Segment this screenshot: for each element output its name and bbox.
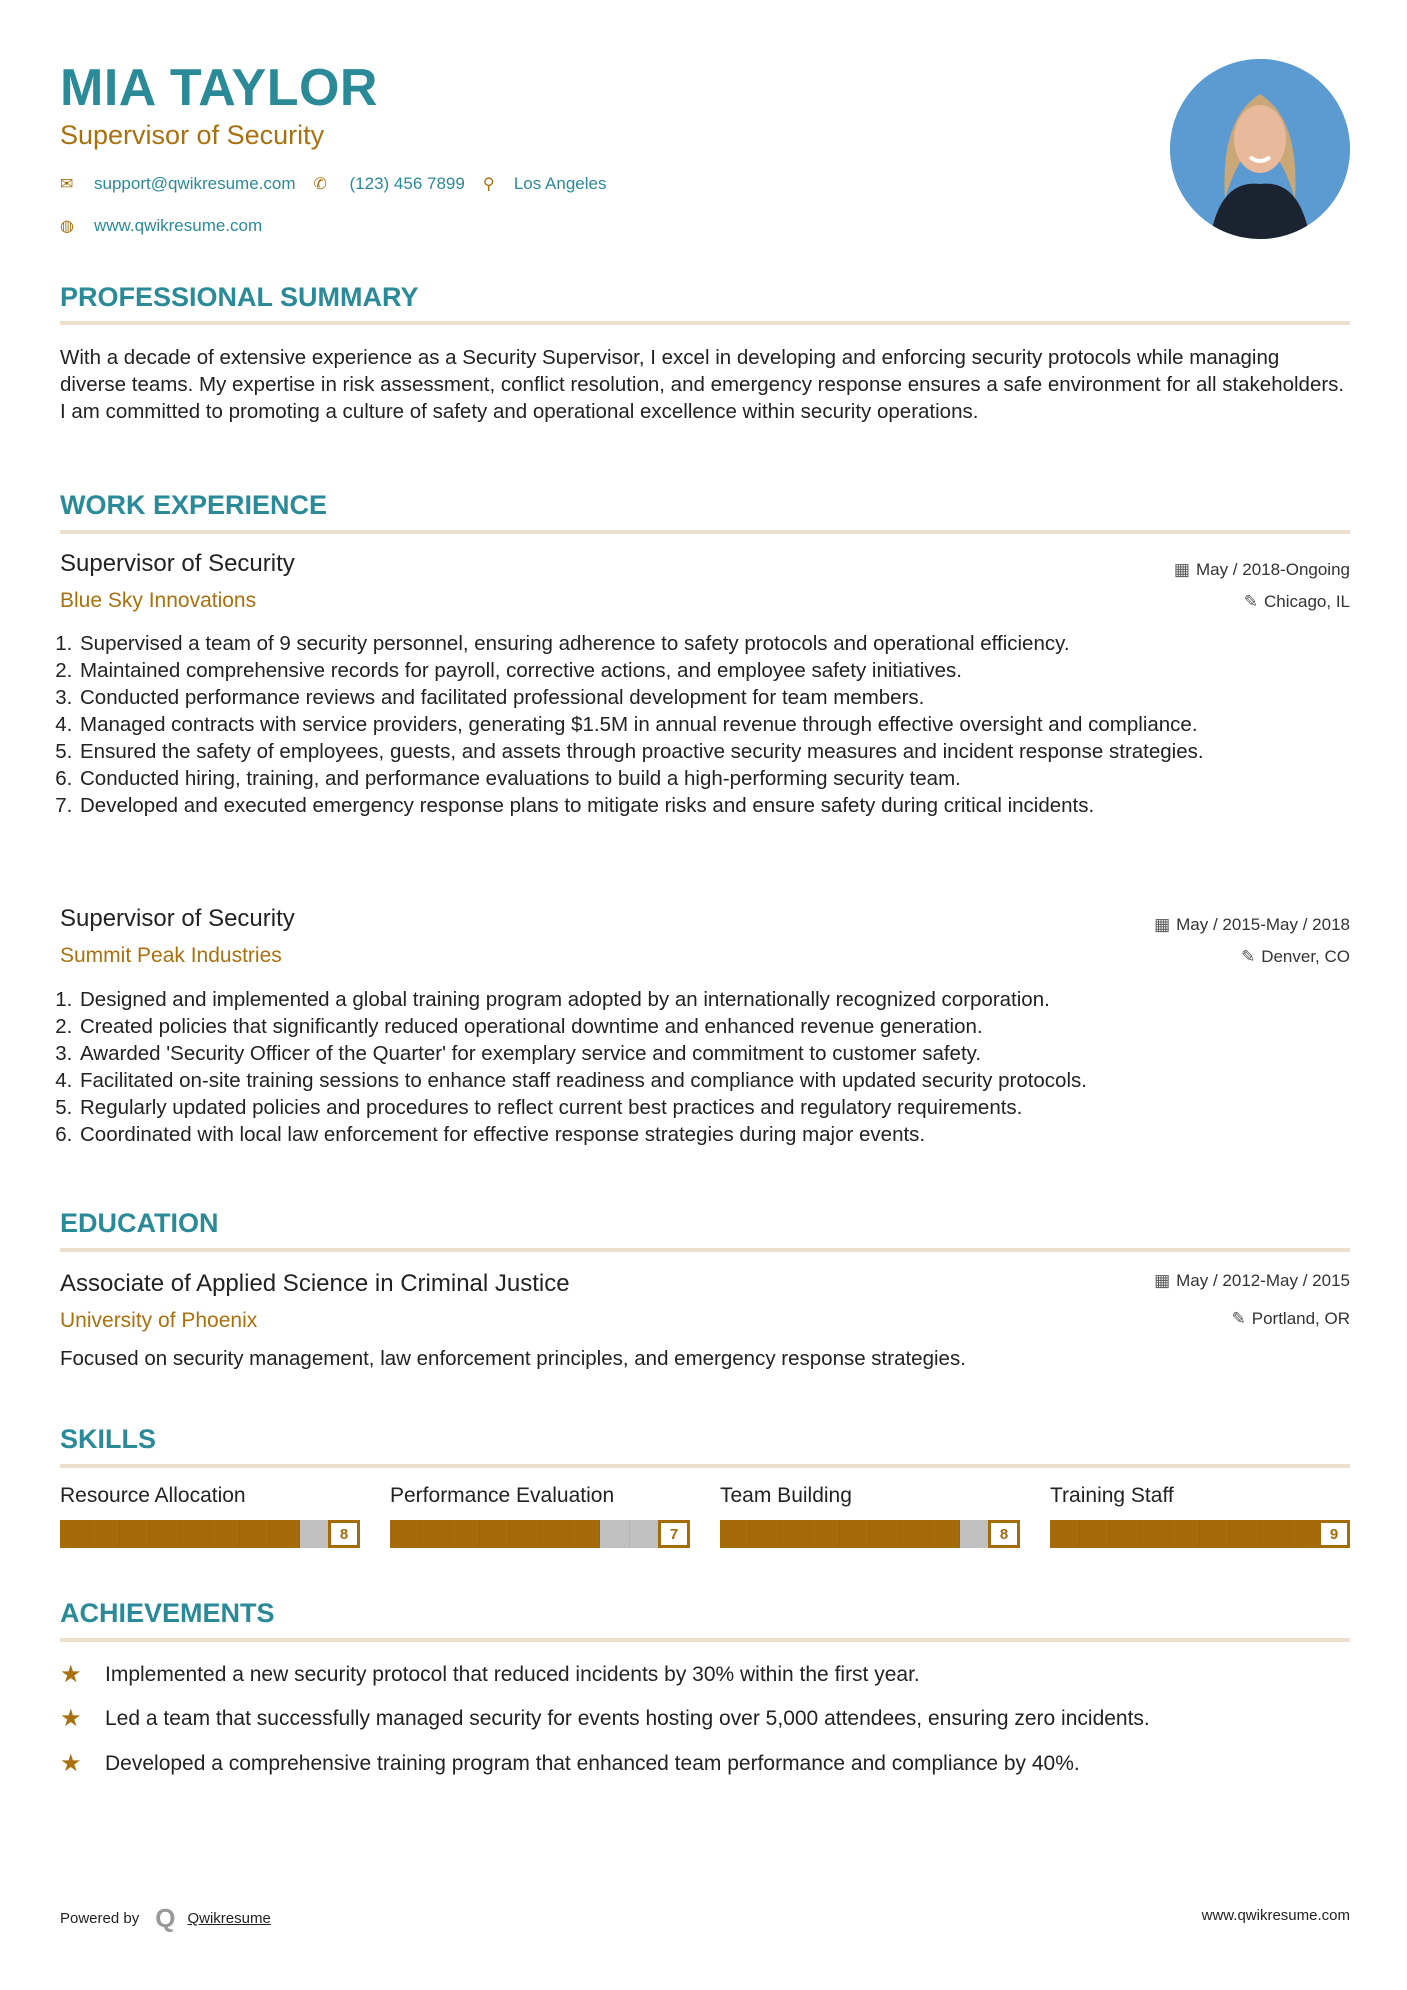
- contact-row: [60, 174, 606, 194]
- job-dates-text: May / 2015-May / 2018: [1176, 915, 1350, 934]
- education-location-text: Portland, OR: [1251, 1309, 1350, 1328]
- brand-link[interactable]: Qwikresume: [187, 1910, 271, 1927]
- skills-heading: SKILLS: [60, 1424, 157, 1454]
- skill-level-value: 9: [1318, 1520, 1350, 1548]
- skills-list: [60, 1484, 1350, 1548]
- job-bullet: 3. Conducted performance reviews and facilitated professional development for team members.: [78, 684, 1350, 711]
- degree-title: Associate of Applied Science in Criminal Justice: [60, 1270, 570, 1297]
- job-company: Blue Sky Innovations: [60, 589, 257, 612]
- phone-icon: ✆: [313, 176, 327, 193]
- skill-segment: [510, 1520, 540, 1548]
- location-text: Los Angeles: [513, 174, 607, 193]
- globe-icon: ◍: [60, 218, 74, 235]
- calendar-icon: ▦: [1154, 915, 1171, 934]
- job-bullet: 6. Conducted hiring, training, and performance evaluations to build a high-performing security team.: [78, 765, 1350, 792]
- candidate-title: Supervisor of Security: [60, 120, 325, 150]
- school-name: University of Phoenix: [60, 1309, 258, 1332]
- education-dates-text: May / 2012-May / 2015: [1176, 1271, 1350, 1290]
- skill-segment: [540, 1520, 570, 1548]
- skill-segment: [210, 1520, 240, 1548]
- skill-item: [720, 1484, 1020, 1548]
- job-location-text: Chicago, IL: [1264, 592, 1350, 611]
- section-divider: [60, 530, 1350, 534]
- job-bullet: 5. Ensured the safety of employees, guests, and assets through proactive security measures and incident response strategies.: [78, 738, 1350, 765]
- education-description: Focused on security management, law enforcement principles, and emergency response strategies.: [60, 1347, 966, 1370]
- skill-name: Resource Allocation: [60, 1484, 246, 1507]
- star-icon: ★: [60, 1705, 82, 1732]
- job-bullet: 4. Facilitated on-site training sessions to enhance staff readiness and compliance with updated security protocols.: [78, 1067, 1350, 1094]
- skill-segment: [120, 1520, 150, 1548]
- job-location: [1244, 592, 1350, 612]
- section-divider: [60, 1464, 1350, 1468]
- achievements-heading: ACHIEVEMENTS: [60, 1598, 275, 1628]
- job-title: Supervisor of Security: [60, 905, 295, 932]
- job-dates-text: May / 2018-Ongoing: [1195, 560, 1350, 579]
- footer-powered: [60, 1903, 271, 1934]
- calendar-icon: ▦: [1154, 1271, 1171, 1290]
- skill-segment: [870, 1520, 900, 1548]
- job-bullet: 7. Developed and executed emergency response plans to mitigate risks and ensure safety during critical incidents.: [78, 792, 1350, 819]
- job-bullet: 6. Coordinated with local law enforcement for effective response strategies during major events.: [78, 1121, 1350, 1148]
- job-bullet: 1. Designed and implemented a global training program adopted by an internationally recognized corporation.: [78, 986, 1350, 1013]
- job-dates: [1174, 560, 1350, 580]
- skill-segment: [1140, 1520, 1170, 1548]
- job-dates: [1154, 915, 1350, 935]
- skill-level-bar: [1050, 1520, 1350, 1548]
- skill-segment: [420, 1520, 450, 1548]
- section-divider: [60, 1248, 1350, 1252]
- job-bullet: 5. Regularly updated policies and procedures to reflect current best practices and regulatory requirements.: [78, 1094, 1350, 1121]
- skill-segment: [180, 1520, 210, 1548]
- skill-segment: [1110, 1520, 1140, 1548]
- envelope-icon: ✉: [60, 176, 74, 193]
- email-link[interactable]: support@qwikresume.com: [94, 174, 296, 193]
- skill-level-bar: [720, 1520, 1020, 1548]
- skill-segment: [1080, 1520, 1110, 1548]
- skill-segment: [300, 1520, 330, 1548]
- skill-segment: [1200, 1520, 1230, 1548]
- skill-segment: [480, 1520, 510, 1548]
- powered-by-text: Powered by: [60, 1910, 140, 1927]
- section-divider: [60, 1638, 1350, 1642]
- achievement-text: Implemented a new security protocol that reduced incidents by 30% within the first year.: [105, 1662, 920, 1686]
- qwikresume-logo-icon: Q: [155, 1903, 176, 1933]
- skill-segment: [240, 1520, 270, 1548]
- skill-segment: [1290, 1520, 1320, 1548]
- job-bullet: 3. Awarded 'Security Officer of the Quarter' for exemplary service and commitment to customer safety.: [78, 1040, 1350, 1067]
- skill-segment: [390, 1520, 420, 1548]
- skill-segment: [780, 1520, 810, 1548]
- job-title: Supervisor of Security: [60, 550, 295, 577]
- summary-heading: PROFESSIONAL SUMMARY: [60, 282, 419, 312]
- skill-level-bar: [390, 1520, 690, 1548]
- job-bullet: 4. Managed contracts with service providers, generating $1.5M in annual revenue through effective oversight and compliance.: [78, 711, 1350, 738]
- education-dates: [1154, 1271, 1350, 1291]
- job-bullets: [60, 986, 1350, 1148]
- pushpin-icon: ✎: [1240, 947, 1256, 966]
- skill-segment: [60, 1520, 90, 1548]
- skill-segment: [630, 1520, 660, 1548]
- website-link[interactable]: www.qwikresume.com: [94, 216, 263, 235]
- education-location: [1231, 1309, 1350, 1329]
- skill-segment: [1050, 1520, 1080, 1548]
- skill-segment: [450, 1520, 480, 1548]
- job-bullet: 2. Created policies that significantly reduced operational downtime and enhanced revenue generation.: [78, 1013, 1350, 1040]
- skill-segment: [570, 1520, 600, 1548]
- skill-name: Training Staff: [1050, 1484, 1174, 1507]
- achievement-item: [60, 1704, 1150, 1733]
- work-heading: WORK EXPERIENCE: [60, 490, 328, 520]
- phone-text: (123) 456 7899: [349, 174, 465, 193]
- pushpin-icon: ✎: [1243, 592, 1258, 611]
- skill-segment: [90, 1520, 120, 1548]
- section-divider: [60, 321, 1350, 325]
- job-bullet: 1. Supervised a team of 9 security personnel, ensuring adherence to safety protocols and operational efficiency.: [78, 630, 1350, 657]
- job-location-text: Denver, CO: [1261, 947, 1350, 966]
- job-bullet: 2. Maintained comprehensive records for payroll, corrective actions, and employee safety initiatives.: [78, 657, 1350, 684]
- skill-segment: [840, 1520, 870, 1548]
- job-location: [1241, 947, 1350, 967]
- skill-segment: [720, 1520, 750, 1548]
- achievement-item: [60, 1749, 1080, 1778]
- skill-name: Performance Evaluation: [390, 1484, 615, 1507]
- skill-segment: [930, 1520, 960, 1548]
- skill-segment: [270, 1520, 300, 1548]
- skill-segment: [1170, 1520, 1200, 1548]
- skill-level-bar: [60, 1520, 360, 1548]
- footer-website[interactable]: www.qwikresume.com: [1201, 1907, 1350, 1924]
- star-icon: ★: [60, 1750, 82, 1777]
- skill-level-value: 8: [988, 1520, 1020, 1548]
- skill-item: [1050, 1484, 1350, 1548]
- calendar-icon: ▦: [1173, 560, 1190, 579]
- skill-segment: [900, 1520, 930, 1548]
- skill-segment: [810, 1520, 840, 1548]
- profile-photo: [1170, 59, 1350, 239]
- star-icon: ★: [60, 1661, 82, 1688]
- job-company: Summit Peak Industries: [60, 944, 282, 967]
- skill-level-value: 8: [328, 1520, 360, 1548]
- summary-text: With a decade of extensive experience as a Security Supervisor, I excel in developing and enforcing security protocols while managing diverse teams. My expertise in risk assessment, conflict resolution, and emergency response ensures a safe environment for all stakeholders. I am committed to promoting a culture of safety and operational excellence within security operations.: [60, 346, 1345, 423]
- candidate-name: MIA TAYLOR: [60, 59, 378, 117]
- map-pin-icon: ⚲: [482, 176, 495, 193]
- achievement-text: Led a team that successfully managed security for events hosting over 5,000 attendees, ensuring zero incidents.: [105, 1706, 1150, 1730]
- skill-segment: [1230, 1520, 1260, 1548]
- job-bullets: [60, 630, 1350, 819]
- website-row: [60, 216, 262, 236]
- skill-segment: [960, 1520, 990, 1548]
- skill-segment: [600, 1520, 630, 1548]
- skill-segment: [150, 1520, 180, 1548]
- skill-item: [390, 1484, 690, 1548]
- skill-item: [60, 1484, 360, 1548]
- skill-level-value: 7: [658, 1520, 690, 1548]
- achievement-item: [60, 1660, 920, 1689]
- achievement-text: Developed a comprehensive training program that enhanced team performance and compliance by 40%.: [105, 1751, 1080, 1775]
- skill-segment: [1260, 1520, 1290, 1548]
- pushpin-icon: ✎: [1231, 1309, 1246, 1328]
- skill-segment: [750, 1520, 780, 1548]
- skill-name: Team Building: [720, 1484, 852, 1507]
- education-heading: EDUCATION: [60, 1208, 219, 1238]
